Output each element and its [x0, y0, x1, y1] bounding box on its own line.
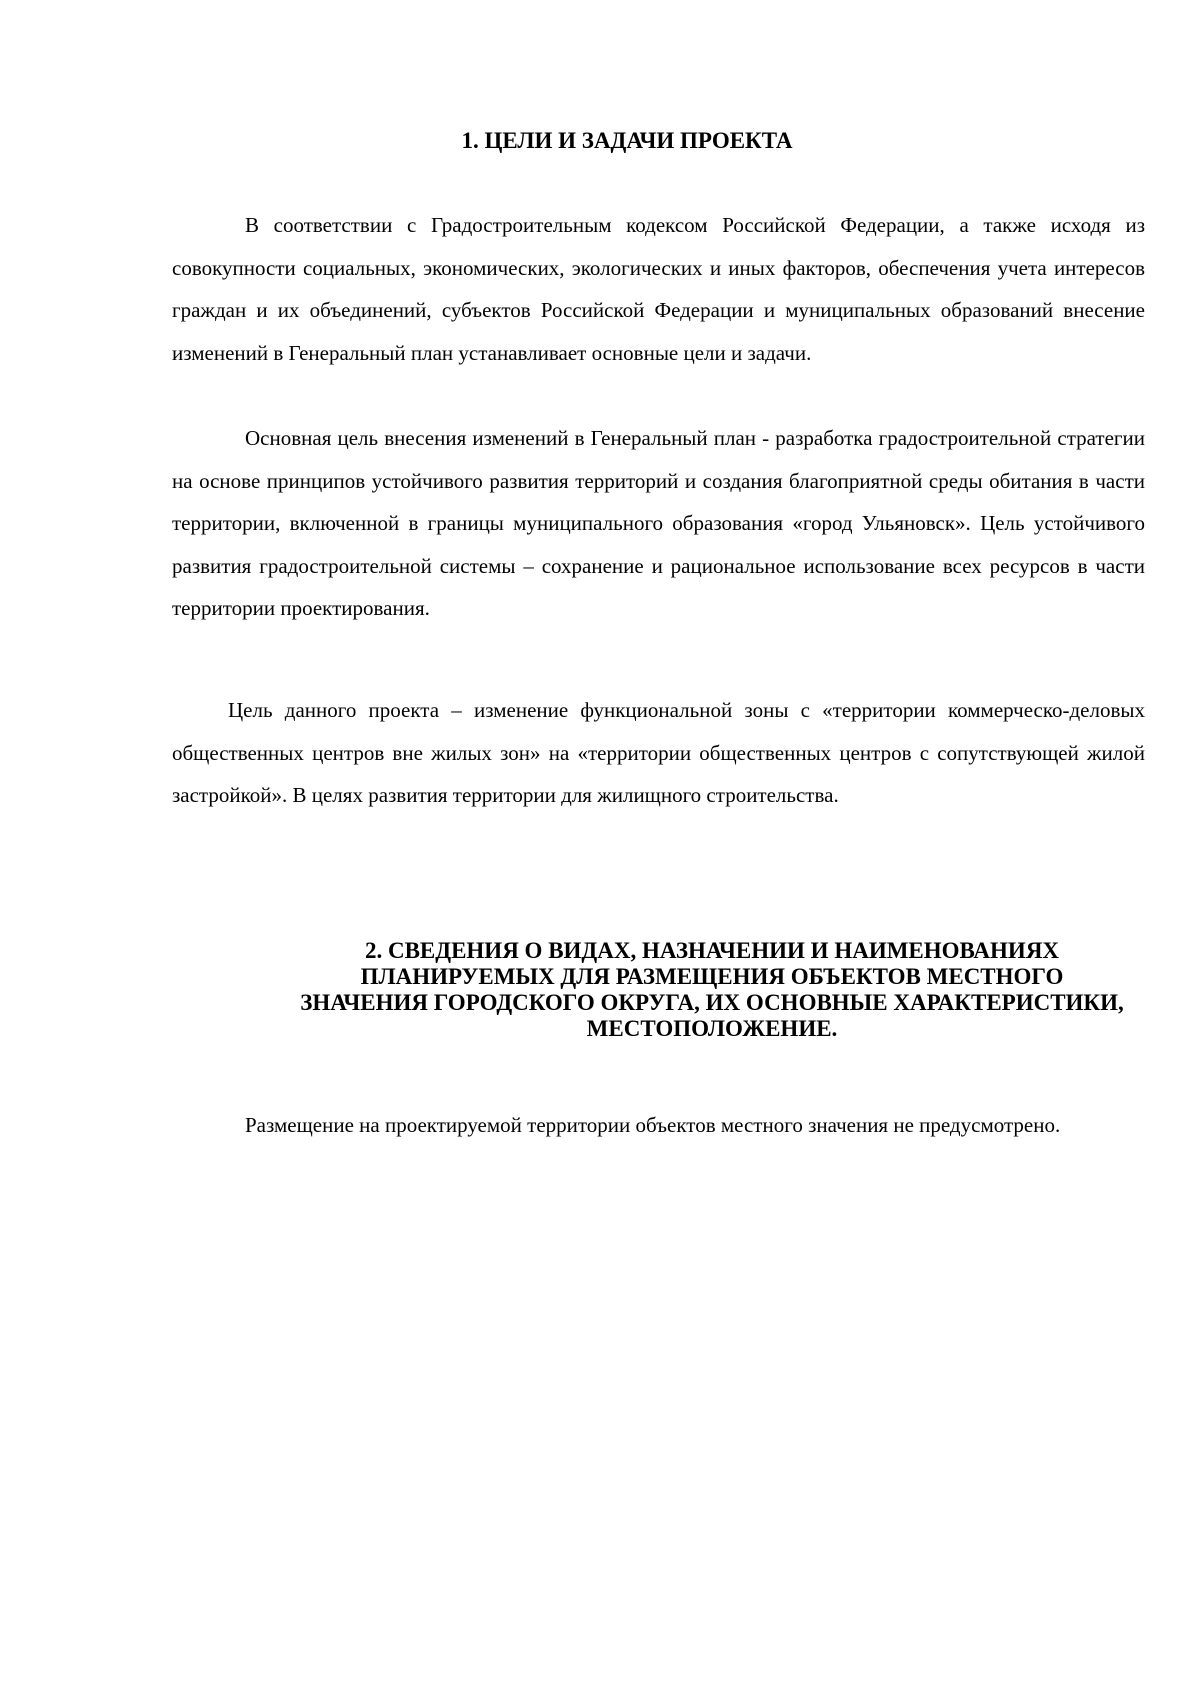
section-1-paragraph-3: Цель данного проекта – изменение функциональной зоны с «территории коммерческо-деловых общественных центров вне жилых зон» на «территории общественных центров с сопутствующей жилой застройкой». В целях развития территории для жилищного строительства.	[172, 698, 1145, 807]
section-2-title	[262, 938, 1162, 1042]
section-2-title-line-2: ПЛАНИРУЕМЫХ ДЛЯ РАЗМЕЩЕНИЯ ОБЪЕКТОВ МЕСТНОГО	[360, 964, 1064, 989]
section-1-paragraph-1: В соответствии с Градостроительным кодексом Российской Федерации, а также исходя из совокупности социальных, экономических, экологических и иных факторов, обеспечения учета интересов граждан и их объединений, субъектов Российской Федерации и муниципальных образований внесение изменений в Генеральный план устанавливает основные цели и задачи.	[172, 213, 1145, 365]
section-2-paragraph-1: Размещение на проектируемой территории объектов местного значения не предусмотрено.	[245, 1113, 1061, 1137]
section-2-title-line-3: ЗНАЧЕНИЯ ГОРОДСКОГО ОКРУГА, ИХ ОСНОВНЫЕ ХАРАКТЕРИСТИКИ,	[300, 990, 1124, 1015]
section-2-title-line-1: 2. СВЕДЕНИЯ О ВИДАХ, НАЗНАЧЕНИИ И НАИМЕНОВАНИЯХ	[364, 938, 1060, 963]
section-1-paragraph-2: Основная цель внесения изменений в Генеральный план - разработка градостроительной стратегии на основе принципов устойчивого развития территорий и создания благоприятной среды обитания в части территории, включенной в границы муниципального образования «город Ульяновск». Цель устойчивого развития градостроительной системы – сохранение и рациональное использование всех ресурсов в части территории проектирования.	[172, 426, 1145, 620]
section-2-title-line-4: МЕСТОПОЛОЖЕНИЕ.	[586, 1016, 838, 1041]
section-1-title: 1. ЦЕЛИ И ЗАДАЧИ ПРОЕКТА	[461, 128, 793, 153]
